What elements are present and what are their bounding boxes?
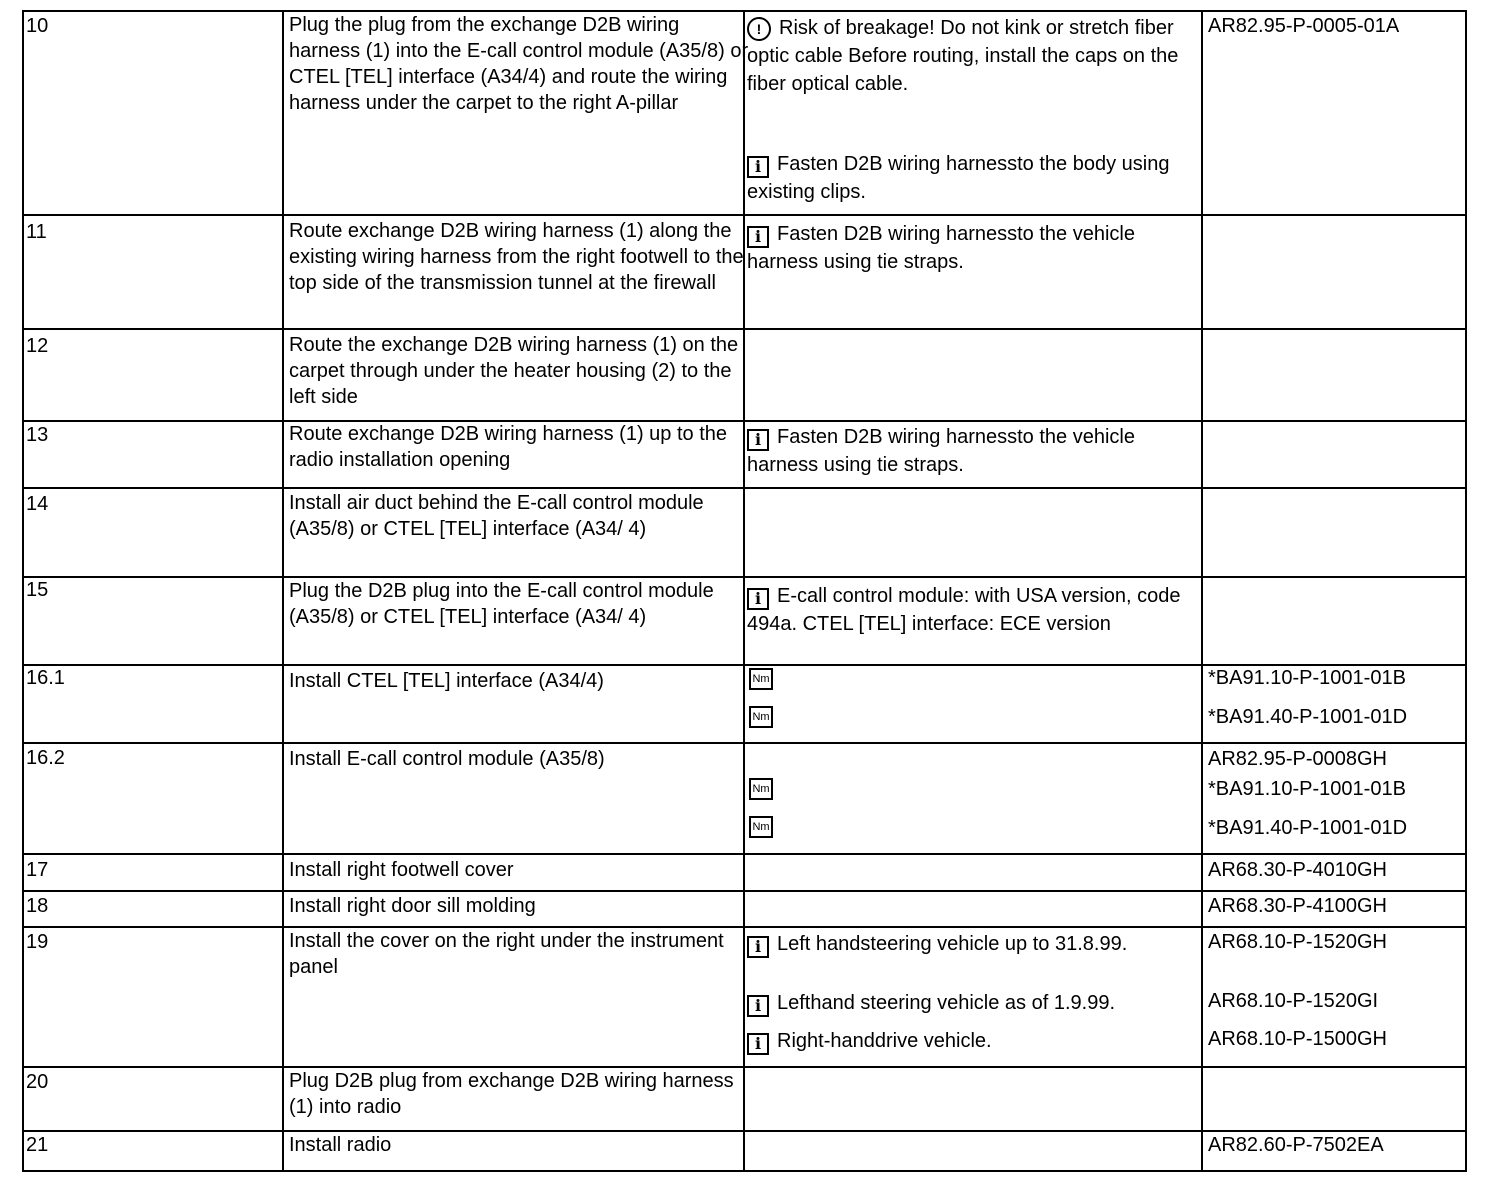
step-number: 15: [26, 579, 49, 601]
info-note: [747, 930, 1207, 958]
warning-text: Risk of breakage! Do not kink or stretch fiber optic cable Before routing, install the caps on the fiber optical cable.: [747, 17, 1179, 95]
step-description: Route the exchange D2B wiring harness (1) on the carpet through under the heater housing (2) to the left side: [289, 334, 739, 408]
reference-link[interactable]: AR68.10-P-1500GH: [1208, 1028, 1387, 1050]
warning-icon: !: [747, 17, 771, 41]
step-description: Install the cover on the right under the instrument panel: [289, 930, 724, 978]
step-description: Plug the D2B plug into the E-call control module (A35/8) or CTEL [TEL] interface (A34/ 4): [289, 580, 714, 628]
table-border: [1465, 10, 1467, 1172]
row-divider: [22, 853, 1467, 855]
info-icon: i: [747, 995, 769, 1017]
step-number: 12: [26, 335, 49, 357]
info-icon: i: [747, 1033, 769, 1055]
note-text: Fasten D2B wiring harnessto the vehicle harness using tie straps.: [747, 426, 1135, 476]
row-divider: [22, 328, 1467, 330]
torque-icon: Nm: [749, 706, 773, 728]
step-description: Install right footwell cover: [289, 859, 514, 881]
step-description: Install E-call control module (A35/8): [289, 748, 605, 770]
step-description: Route exchange D2B wiring harness (1) up to the radio installation opening: [289, 423, 728, 471]
info-note: [747, 989, 1207, 1017]
info-icon: i: [747, 226, 769, 248]
note-text: Fasten D2B wiring harnessto the body using existing clips.: [747, 153, 1170, 203]
step-number: 13: [26, 424, 49, 446]
reference-link[interactable]: AR82.95-P-0008GH: [1208, 748, 1387, 770]
info-icon: i: [747, 936, 769, 958]
note-text: Left handsteering vehicle up to 31.8.99.: [777, 933, 1128, 955]
step-number: 10: [26, 15, 49, 37]
reference-link[interactable]: AR82.95-P-0005-01A: [1208, 15, 1400, 37]
reference-link[interactable]: *BA91.10-P-1001-01B: [1208, 667, 1406, 689]
reference-link[interactable]: AR68.30-P-4010GH: [1208, 859, 1387, 881]
step-number: 20: [26, 1071, 49, 1093]
step-number: 16.2: [26, 747, 65, 769]
note-text: Lefthand steering vehicle as of 1.9.99.: [777, 992, 1116, 1014]
note-text: Right-handdrive vehicle.: [777, 1030, 992, 1052]
table-border: [22, 10, 24, 1172]
step-number: 16.1: [26, 667, 65, 689]
reference-link[interactable]: *BA91.40-P-1001-01D: [1208, 706, 1408, 728]
step-description: Plug the plug from the exchange D2B wiring harness (1) into the E-call control module (A35/8) or CTEL [TEL] interface (A34/4) and route the wiring harness under the carpet to the right A-pillar: [289, 14, 749, 114]
info-note: [747, 582, 1207, 638]
info-note: [747, 423, 1207, 479]
step-number: 14: [26, 493, 49, 515]
info-note: [747, 1027, 1207, 1055]
torque-icon: Nm: [749, 816, 773, 838]
note-text: E-call control module: with USA version, code 494a. CTEL [TEL] interface: ECE version: [747, 585, 1181, 635]
step-description: Install CTEL [TEL] interface (A34/4): [289, 670, 604, 692]
step-number: 21: [26, 1134, 49, 1156]
note-text: Fasten D2B wiring harnessto the vehicle harness using tie straps.: [747, 223, 1135, 273]
reference-link[interactable]: *BA91.10-P-1001-01B: [1208, 778, 1406, 800]
info-icon: i: [747, 429, 769, 451]
row-divider: [22, 214, 1467, 216]
info-note: [747, 220, 1207, 276]
warning-note: [747, 14, 1207, 98]
reference-link[interactable]: AR82.60-P-7502EA: [1208, 1134, 1384, 1156]
step-description: Install air duct behind the E-call control module (A35/8) or CTEL [TEL] interface (A34/ 4): [289, 492, 704, 540]
step-description: Plug D2B plug from exchange D2B wiring harness (1) into radio: [289, 1070, 734, 1118]
step-number: 19: [26, 931, 49, 953]
table-border: [22, 1170, 1467, 1172]
info-icon: i: [747, 156, 769, 178]
step-description: Route exchange D2B wiring harness (1) along the existing wiring harness from the right footwell to the top side of the transmission tunnel at the firewall: [289, 220, 744, 294]
row-divider: [22, 890, 1467, 892]
reference-link[interactable]: AR68.10-P-1520GI: [1208, 990, 1379, 1012]
row-divider: [22, 742, 1467, 744]
step-description: Install radio: [289, 1134, 392, 1156]
reference-link[interactable]: AR68.10-P-1520GH: [1208, 931, 1387, 953]
reference-link[interactable]: *BA91.40-P-1001-01D: [1208, 817, 1408, 839]
torque-icon: Nm: [749, 778, 773, 800]
info-note: [747, 150, 1207, 206]
torque-icon: Nm: [749, 668, 773, 690]
info-icon: i: [747, 588, 769, 610]
step-number: 17: [26, 859, 49, 881]
step-description: Install right door sill molding: [289, 895, 536, 917]
column-divider: [282, 10, 284, 1172]
row-divider: [22, 487, 1467, 489]
reference-link[interactable]: AR68.30-P-4100GH: [1208, 895, 1387, 917]
step-number: 11: [26, 221, 47, 243]
instruction-table: [22, 10, 1467, 1172]
step-number: 18: [26, 895, 49, 917]
